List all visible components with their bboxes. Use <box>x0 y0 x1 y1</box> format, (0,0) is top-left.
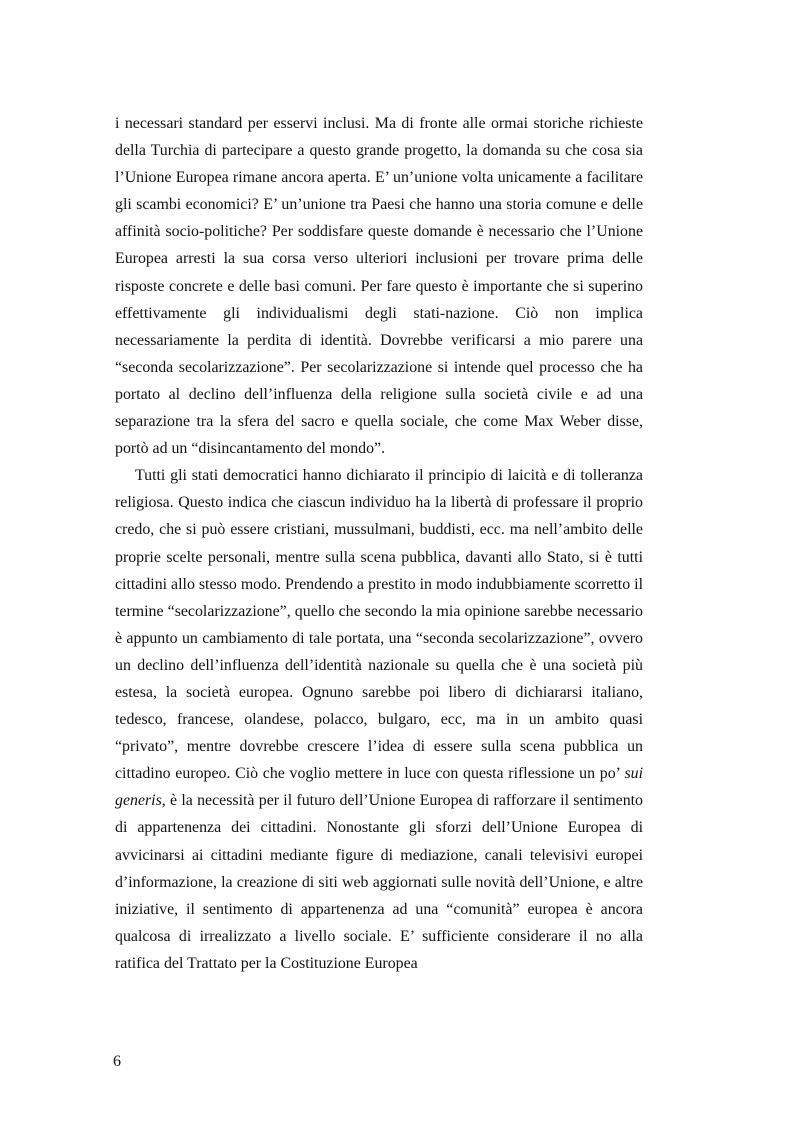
body-text <box>115 110 643 977</box>
paragraph-2-part-2: è la necessità per il futuro dell’Unione Europea di rafforzare il sentimento di appartenenza dei cittadini. Nonostante gli sforzi dell’Unione Europea di avvicinarsi ai cittadini mediante figure di mediazione, canali televisivi europei d’informazione, la creazione di siti web aggiornati sulle novità dell’Unione, e altre iniziative, il sentimento di appartenenza ad una “comunità” europea è ancora qualcosa di irrealizzato a livello sociale. E’ sufficiente considerare il no alla ratifica del Trattato per la Costituzione Europea <box>115 792 643 972</box>
paragraph-1: i necessari standard per esservi inclusi. Ma di fronte alle ormai storiche richieste della Turchia di partecipare a questo grande progetto, la domanda su che cosa sia l’Unione Europea rimane ancora aperta. E’ un’unione volta unicamente a facilitare gli scambi economici? E’ un’unione tra Paesi che hanno una storia comune e delle affinità socio-politiche? Per soddisfare queste domande è necessario che l’Unione Europea arresti la sua corsa verso ulteriori inclusioni per trovare prima delle risposte concrete e delle basi comuni. Per fare questo è importante che si superino effettivamente gli individualismi degli stati-nazione. Ciò non implica necessariamente la perdita di identità. Dovrebbe verificarsi a mio parere una “seconda secolarizzazione”. Per secolarizzazione si intende quel processo che ha portato al declino dell’influenza della religione sulla società civile e ad una separazione tra la sfera del sacro e quella sociale, che come Max Weber disse, portò ad un “disincantamento del mondo”. <box>115 115 643 458</box>
paragraph-2 <box>115 462 643 977</box>
page-number: 6 <box>113 1053 121 1070</box>
italic-phrase: sui generis, <box>115 765 643 810</box>
paragraph-2-part-1: Tutti gli stati democratici hanno dichiarato il principio di laicità e di tolleranza religiosa. Questo indica che ciascun individuo ha la libertà di professare il proprio credo, che si può essere cristiani, mussulmani, buddisti, ecc. ma nell’ambito delle proprie scelte personali, mentre sulla scena pubblica, davanti allo Stato, si è tutti cittadini allo stesso modo. Prendendo a prestito in modo indubbiamente scorretto il termine “secolarizzazione”, quello che secondo la mia opinione sarebbe necessario è appunto un cambiamento di tale portata, una “seconda secolarizzazione”, ovvero un declino dell’influenza dell’identità nazionale su quella che è una società più estesa, la società europea. Ognuno sarebbe poi libero di dichiararsi italiano, tedesco, francese, olandese, polacco, bulgaro, ecc, ma in un ambito quasi “privato”, mentre dovrebbe crescere l’idea di essere sulla scena pubblica un cittadino europeo. Ciò che voglio mettere in luce con questa riflessione un po’ <box>115 467 643 783</box>
